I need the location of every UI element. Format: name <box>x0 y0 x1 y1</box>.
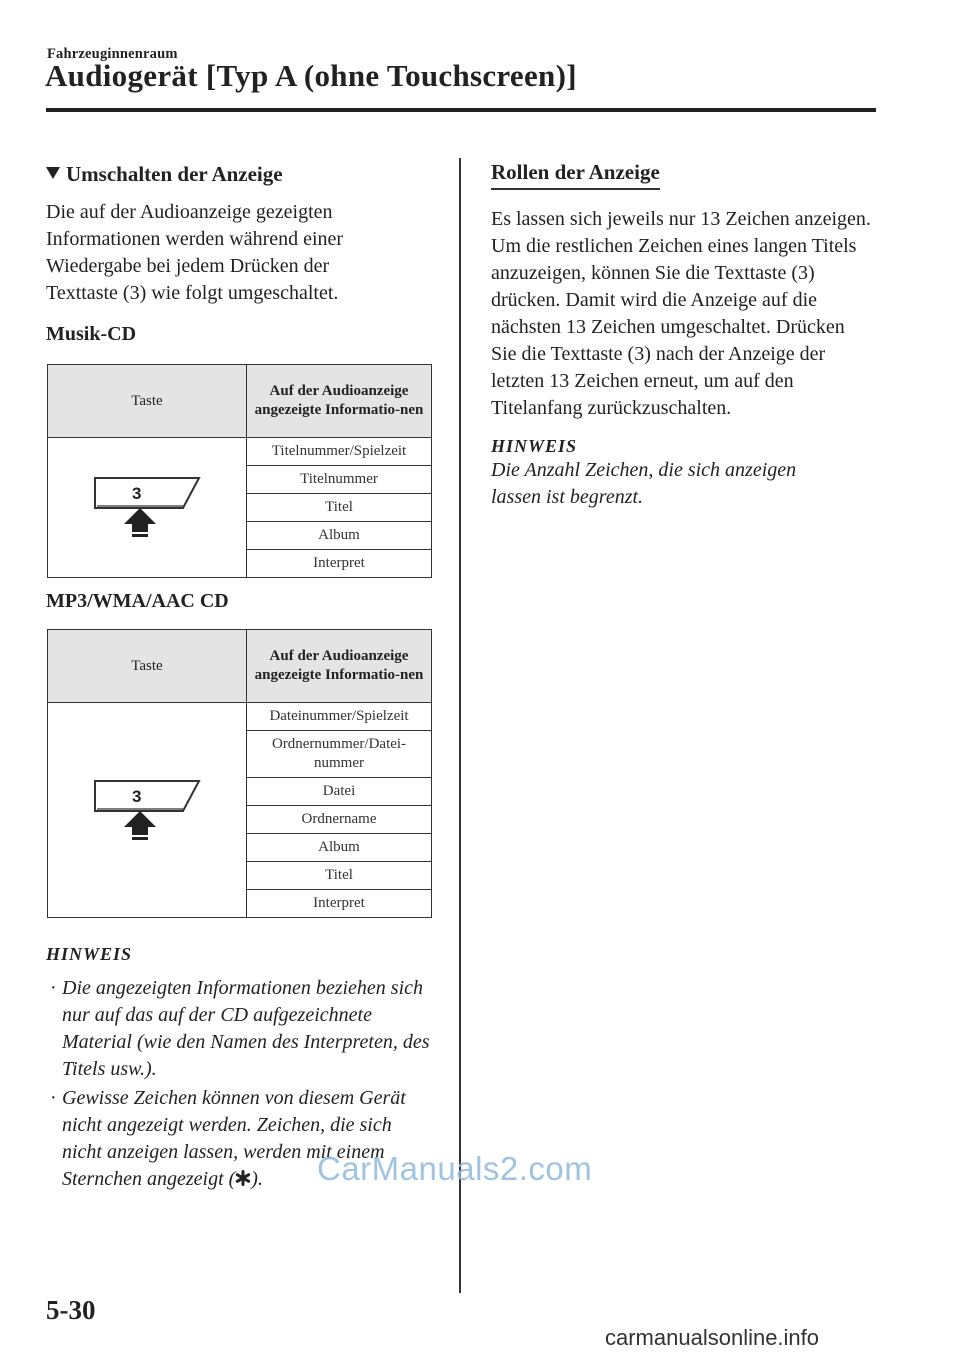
left-column <box>46 162 436 1195</box>
info-cell: Ordnernummer/Datei-nummer <box>247 731 432 778</box>
table-header-row <box>48 365 432 438</box>
hinweis-label: HINWEIS <box>491 436 578 456</box>
col-taste: Taste <box>48 630 247 703</box>
info-cell: Album <box>247 522 432 550</box>
col-taste: Taste <box>48 365 247 438</box>
list-item-text: Gewisse Zeichen können von diesem Gerät nicht angezeigt werden. Zeichen, die sich nicht anzeigen lassen, werden mit einem Sternchen angezeigt ( <box>62 1087 406 1190</box>
text-button-3-icon <box>87 470 207 540</box>
page-number: 5-30 <box>46 1295 96 1325</box>
list-item <box>46 975 431 1083</box>
asterisk-icon <box>235 1170 251 1186</box>
col-info: Auf der Audioanzeige angezeigte Informatio-nen <box>247 630 432 703</box>
table-row <box>48 703 432 731</box>
info-cell: Interpret <box>247 550 432 578</box>
table-header-row <box>48 630 432 703</box>
button-label: 3 <box>132 484 142 503</box>
mp3-cd-table <box>47 629 432 918</box>
down-triangle-icon <box>46 167 60 179</box>
hinweis-note: Die Anzahl Zeichen, die sich anzeigen lassen ist begrenzt. <box>491 459 797 508</box>
section-heading <box>46 162 436 187</box>
info-cell: Ordnername <box>247 806 432 834</box>
info-cell: Album <box>247 834 432 862</box>
asterisk-suffix: ). <box>251 1168 263 1190</box>
info-cell: Titel <box>247 494 432 522</box>
watermark-logo: CarManuals2.com <box>317 1150 593 1187</box>
table-row <box>48 438 432 466</box>
right-column <box>491 160 876 511</box>
press-arrow-icon <box>124 508 156 537</box>
press-arrow-icon <box>124 811 156 840</box>
info-cell: Titel <box>247 862 432 890</box>
bullet-icon: · <box>50 1087 57 1109</box>
footer-site: carmanualsonline.info <box>605 1325 820 1350</box>
musik-cd-heading: Musik-CD <box>46 323 137 345</box>
button-label: 3 <box>132 786 142 806</box>
info-cell: Interpret <box>247 890 432 918</box>
text-button-cell <box>48 438 247 578</box>
hinweis-label: HINWEIS <box>46 944 133 964</box>
text-button-cell <box>48 703 247 918</box>
intro-paragraph: Die auf der Audioanzeige gezeigten Informationen werden während einer Wiedergabe bei jedem Drücken der Texttaste (3) wie folgt umgeschaltet. <box>46 201 344 304</box>
info-cell: Titelnummer/Spielzeit <box>247 438 432 466</box>
roll-paragraph: Es lassen sich jeweils nur 13 Zeichen anzeigen. Um die restlichen Zeichen eines langen Titels anzuzeigen, können Sie die Texttaste (3) drücken. Damit wird die Anzeige auf die nächsten 13 Zeichen umgeschaltet. Drücken Sie die Texttaste (3) nach der Anzeige der letzten 13 Zeichen erneut, um auf den Titelanfang zurückzuschalten. <box>491 208 871 419</box>
chapter-label: Fahrzeuginnenraum <box>47 46 178 62</box>
mp3-cd-heading: MP3/WMA/AAC CD <box>46 590 229 612</box>
section-heading-text: Umschalten der Anzeige <box>66 162 283 186</box>
info-cell: Titelnummer <box>247 466 432 494</box>
col-info: Auf der Audioanzeige angezeigte Informatio-nen <box>247 365 432 438</box>
column-divider <box>459 158 461 1293</box>
text-button-3-icon <box>87 773 207 843</box>
list-item-text: Die angezeigten Informationen beziehen sich nur auf das auf der CD aufgezeichnete Material (wie den Namen des Interpreten, des Titels usw.). <box>62 977 430 1080</box>
info-cell: Dateinummer/Spielzeit <box>247 703 432 731</box>
bullet-icon: · <box>50 977 57 999</box>
header-rule <box>46 108 876 112</box>
page-title: Audiogerät [Typ A (ohne Touchscreen)] <box>45 58 577 93</box>
info-cell: Datei <box>247 778 432 806</box>
roll-heading: Rollen der Anzeige <box>491 160 660 190</box>
musik-cd-table <box>47 364 432 578</box>
